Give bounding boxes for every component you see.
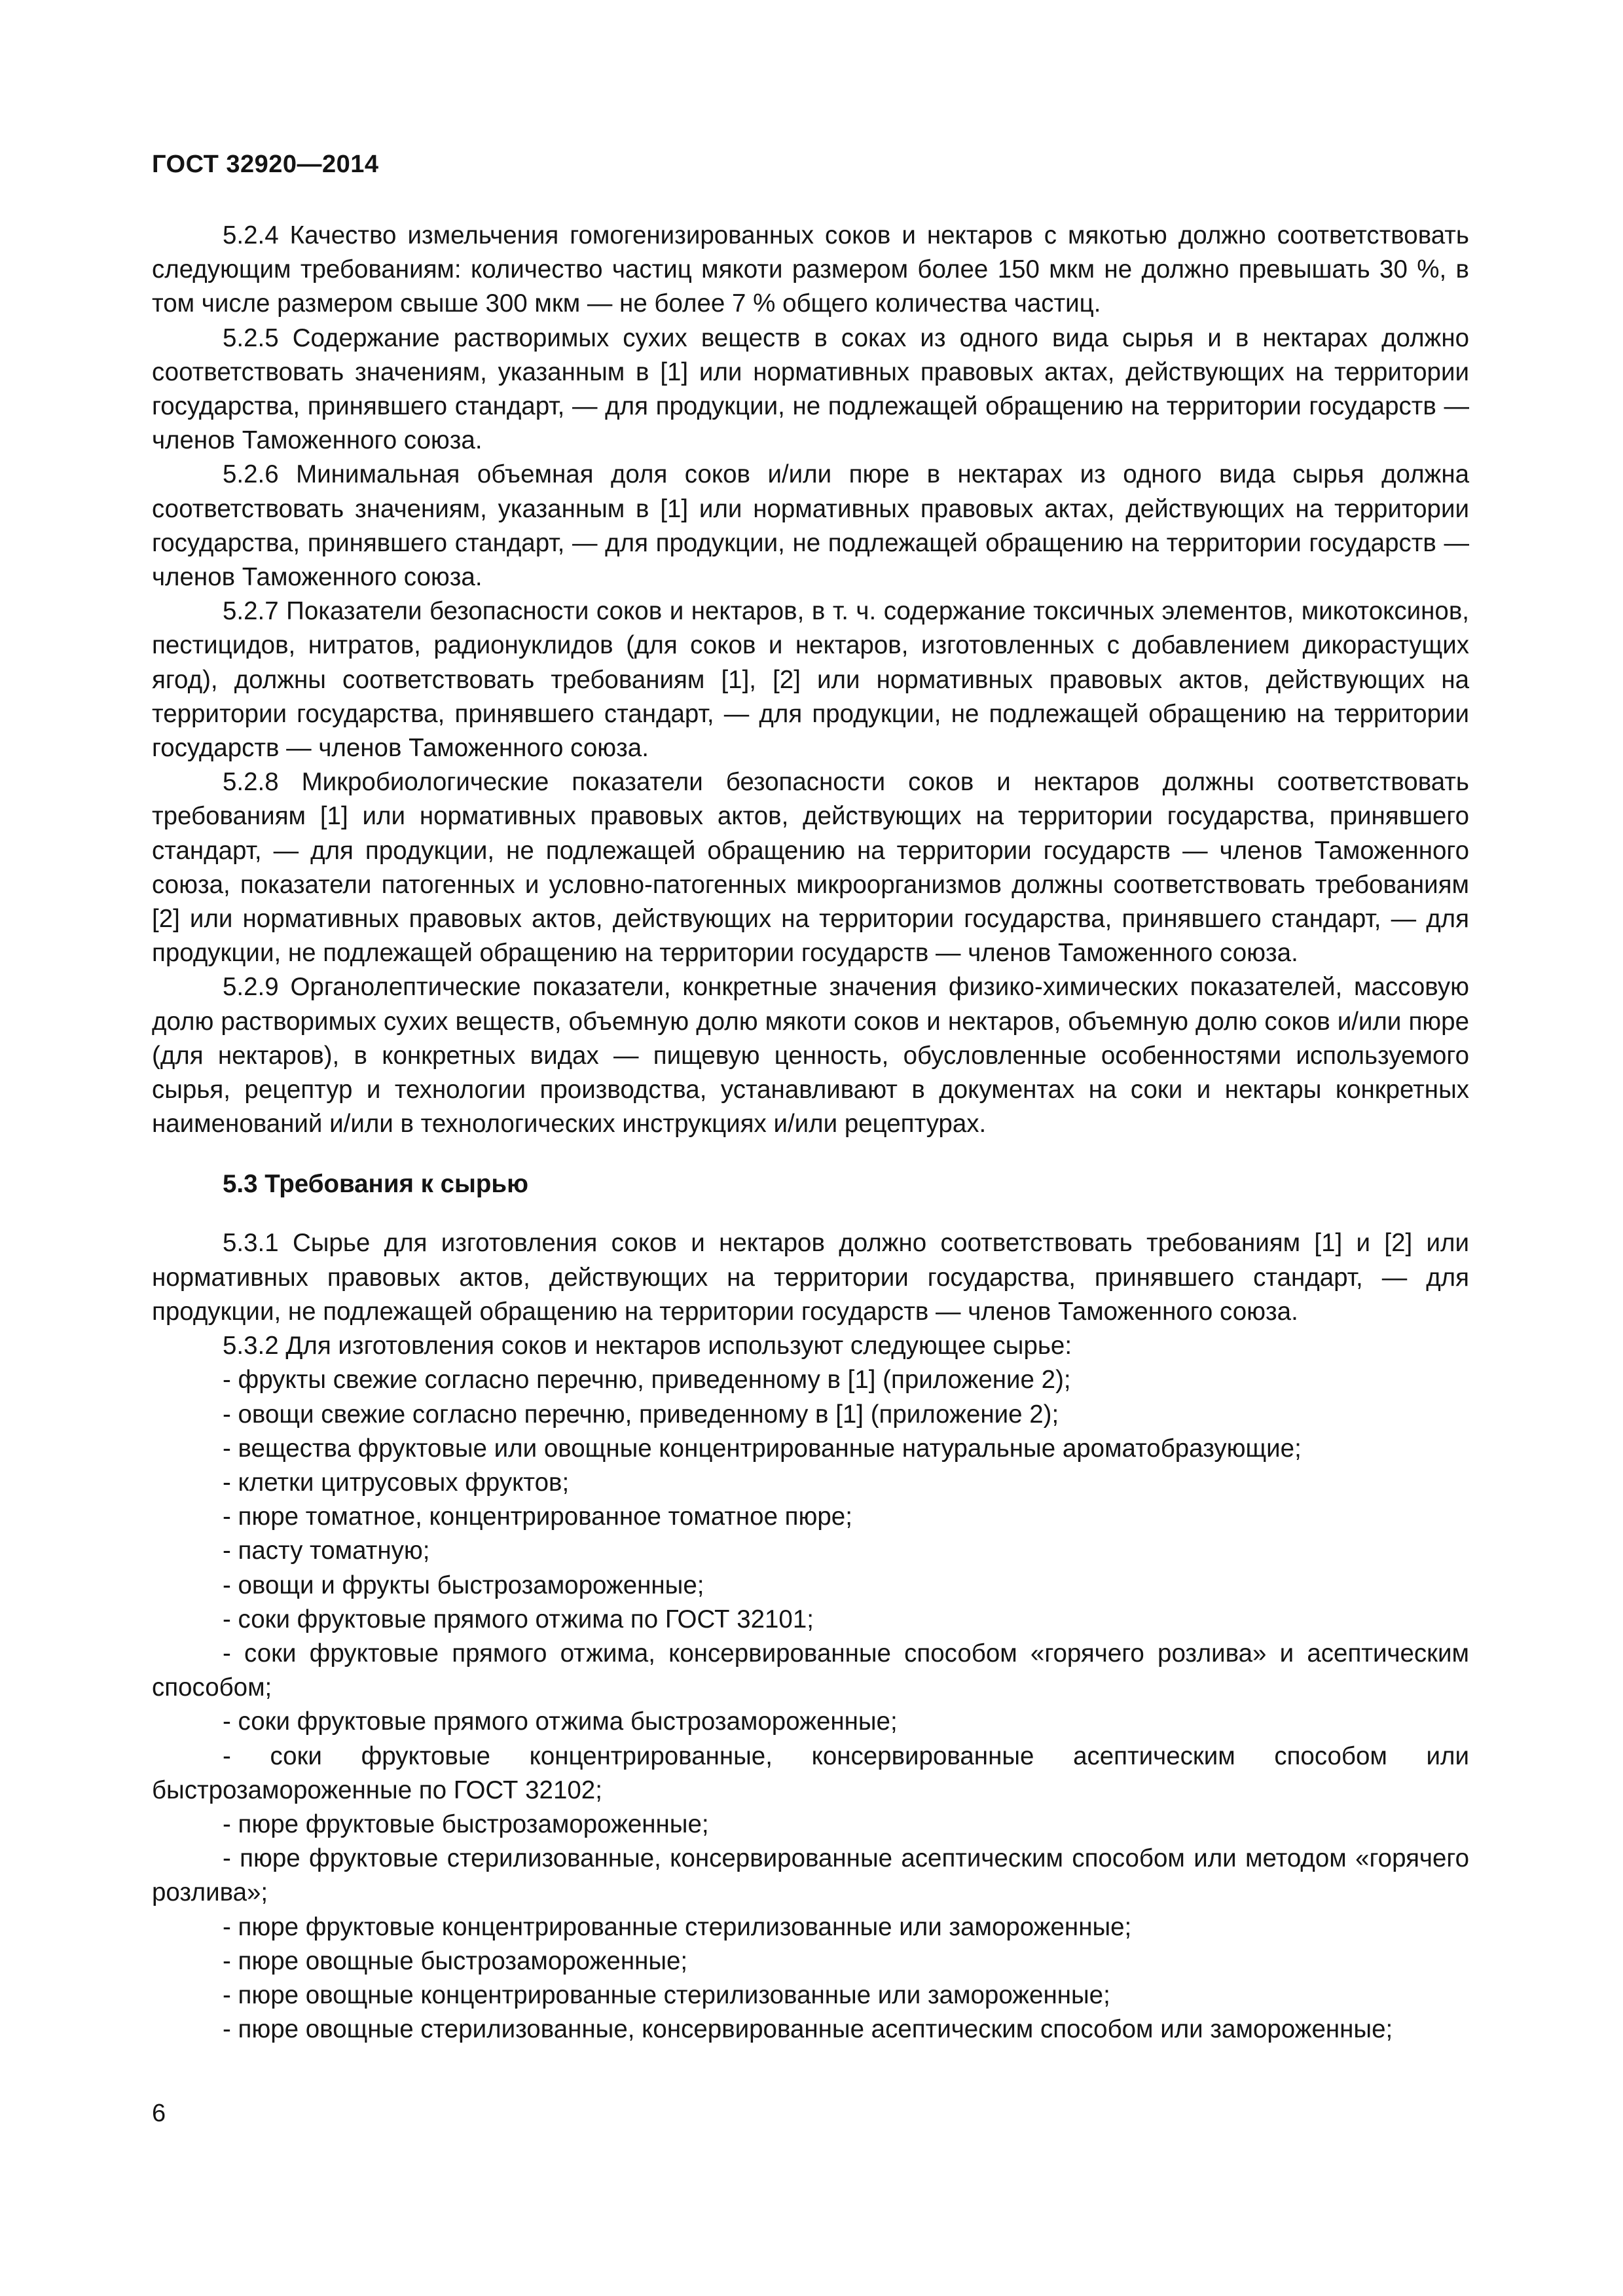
document-body: [152, 219, 1469, 2047]
list-item: - пюре фруктовые стерилизованные, консервированные асептическим способом или методом «горячего розлива»;: [152, 1844, 1469, 1907]
list-item: - пюре овощные быстрозамороженные;: [223, 1946, 688, 1975]
clause-5-3-2: 5.3.2 Для изготовления соков и нектаров используют следующее сырье:: [223, 1332, 1072, 1360]
list-item: - пюре овощные стерилизованные, консервированные асептическим способом или замороженные;: [223, 2015, 1393, 2044]
list-item: - пюре овощные концентрированные стерилизованные или замороженные;: [223, 1980, 1110, 2009]
list-item: - соки фруктовые прямого отжима по ГОСТ 32101;: [223, 1605, 814, 1633]
list-item: - овощи свежие согласно перечню, приведенному в [1] (приложение 2);: [223, 1400, 1059, 1429]
clause-5-2-7: 5.2.7 Показатели безопасности соков и нектаров, в т. ч. содержание токсичных элементов, микотоксинов, пестицидов, нитратов, радионуклидов (для соков и нектаров, изготовленных с добавлением дикорастущих ягод), должны соответствовать требованиям [1], [2] или нормативных правовых актов, действующих на территории государства, принявшего стандарт, — для продукции, не подлежащей обращению на территории государств — членов Таможенного союза.: [152, 597, 1469, 763]
clause-5-2-9: 5.2.9 Органолептические показатели, конкретные значения физико-химических показателей, массовую долю растворимых сухих веществ, объемную долю мякоти соков и нектаров, объемную долю соков и/или пюре (для нектаров), в конкретных видах — пищевую ценность, обусловленные особенностями используемого сырья, рецептур и технологии производства, устанавливают в документах на соки и нектары конкретных наименований и/или в технологических инструкциях и/или рецептурах.: [152, 973, 1469, 1139]
list-item: - пюре фруктовые концентрированные стерилизованные или замороженные;: [223, 1912, 1132, 1941]
list-item: - пюре томатное, концентрированное томатное пюре;: [223, 1503, 852, 1531]
list-item: - пасту томатную;: [223, 1537, 430, 1565]
list-item: - соки фруктовые концентрированные, консервированные асептическим способом или быстрозамороженные по ГОСТ 32102;: [152, 1741, 1469, 1804]
section-title-5-3: 5.3 Требования к сырью: [223, 1170, 528, 1199]
clause-5-3-1: 5.3.1 Сырье для изготовления соков и нектаров должно соответствовать требованиям [1] и [2] или нормативных правовых актов, действующих на территории государства, принявшего стандарт, — для продукции, не подлежащей обращению на территории государств — членов Таможенного союза.: [152, 1229, 1469, 1326]
page-number: 6: [152, 2100, 166, 2127]
clause-5-2-5: 5.2.5 Содержание растворимых сухих веществ в соках из одного вида сырья и в нектарах должно соответствовать значениям, указанным в [1] или нормативных правовых актах, действующих на территории государства, принявшего стандарт, — для продукции, не подлежащей обращению на территории государств — членов Таможенного союза.: [152, 323, 1469, 455]
list-item: - пюре фруктовые быстрозамороженные;: [223, 1810, 709, 1838]
list-item: - соки фруктовые прямого отжима быстрозамороженные;: [223, 1707, 898, 1736]
list-item: - вещества фруктовые или овощные концентрированные натуральные ароматобразующие;: [223, 1434, 1302, 1463]
clause-5-2-6: 5.2.6 Минимальная объемная доля соков и/или пюре в нектарах из одного вида сырья должна соответствовать значениям, указанным в [1] или нормативных правовых актах, действующих на территории государства, принявшего стандарт, — для продукции, не подлежащей обращению на территории государств — членов Таможенного союза.: [152, 460, 1469, 592]
document-header: ГОСТ 32920—2014: [152, 151, 379, 178]
list-item: - клетки цитрусовых фруктов;: [223, 1468, 570, 1497]
clause-5-2-8: 5.2.8 Микробиологические показатели безопасности соков и нектаров должны соответствовать требованиям [1] или нормативных правовых актов, действующих на территории государства, принявшего стандарт, — для продукции, не подлежащей обращению на территории государств — членов Таможенного союза, показатели патогенных и условно-патогенных микроорганизмов должны соответствовать требованиям [2] или нормативных правовых актов, действующих на территории государства, принявшего стандарт, — для продукции, не подлежащей обращению на территории государств — членов Таможенного союза.: [152, 768, 1469, 968]
list-item: - соки фруктовые прямого отжима, консервированные способом «горячего розлива» и асептическим способом;: [152, 1639, 1469, 1702]
clause-5-2-4: 5.2.4 Качество измельчения гомогенизированных соков и нектаров с мякотью должно соответствовать следующим требованиям: количество частиц мякоти размером более 150 мкм не должно превышать 30 %, в том числе размером свыше 300 мкм — не более 7 % общего количества частиц.: [152, 221, 1469, 318]
list-item: - овощи и фрукты быстрозамороженные;: [223, 1571, 704, 1599]
raw-materials-list: [152, 1363, 1469, 2047]
list-item: - фрукты свежие согласно перечню, приведенному в [1] (приложение 2);: [223, 1366, 1071, 1394]
